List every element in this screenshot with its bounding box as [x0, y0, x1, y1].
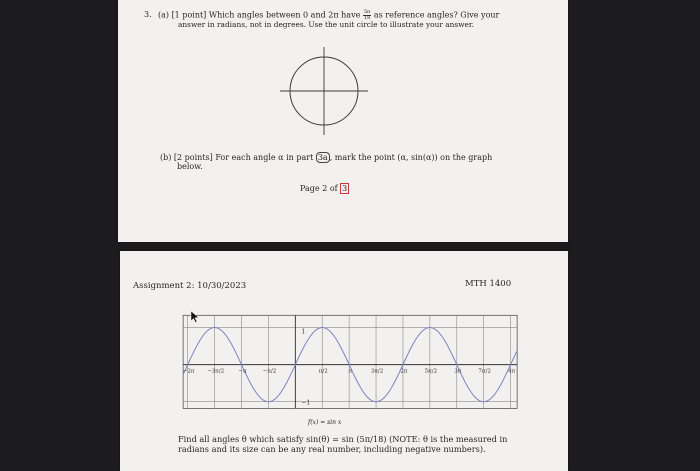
part-a-question-line2: answer in radians, not in degrees. Use the unit circle to illustrate your answer. — [178, 20, 474, 29]
part-a-reference-link[interactable]: 3a — [317, 153, 328, 162]
x-tick-label: −3π/2 — [207, 368, 225, 375]
mouse-cursor-icon — [191, 311, 199, 323]
part-a-label: (a) — [158, 10, 170, 20]
x-tick-label: −2π — [182, 368, 195, 375]
x-tick-label: 2π — [400, 368, 408, 375]
part-b-text-pre: For each angle α in part — [215, 153, 314, 162]
x-tick-label: 3π/2 — [370, 368, 384, 375]
reference-angle-fraction: $\frac{5\pi}{18}$ — [363, 9, 371, 21]
x-tick-label: 4π — [508, 368, 516, 375]
page-total-link[interactable]: 3 — [342, 184, 348, 193]
unit-circle — [277, 44, 371, 138]
worksheet-page-2 — [118, 0, 568, 242]
x-tick-label: −π — [238, 368, 247, 375]
page-number — [300, 184, 349, 194]
part-b-label: (b) — [160, 153, 172, 162]
assignment-header: Assignment 2: 10/30/2023 — [133, 281, 247, 291]
part-a-text-post: as reference angles? Give your — [373, 10, 500, 20]
worksheet-page-3 — [120, 251, 568, 471]
page-number-text: Page 2 of — [300, 184, 338, 193]
part-a-points: [1 point] — [171, 10, 207, 20]
part-b-question-line1 — [160, 153, 492, 163]
part-b-question-line2: below. — [177, 162, 203, 171]
part-a-text-pre: Which angles between 0 and 2π have — [208, 10, 361, 20]
part-b-text-post: , mark the point (α, sin(α)) on the graph — [329, 153, 493, 162]
x-tick-label: −π/2 — [262, 368, 277, 375]
function-caption: f(x) = sin x — [308, 419, 342, 426]
course-header: MTH 1400 — [465, 279, 512, 289]
question-line2: radians and its size can be any real number, including negative numbers). — [178, 444, 486, 454]
x-tick-label: π — [348, 368, 352, 375]
x-tick-label: π/2 — [318, 368, 328, 375]
sine-graph — [178, 309, 518, 411]
x-tick-label: 7π/2 — [478, 368, 491, 375]
x-tick-label: 3π — [454, 368, 462, 375]
x-tick-label: 5π/2 — [424, 368, 438, 375]
graph-border — [183, 315, 517, 408]
question-number: 3. — [144, 10, 152, 19]
y-tick-label: −1 — [301, 399, 311, 407]
part-b-points: [2 points] — [173, 153, 213, 162]
y-tick-label: 1 — [301, 328, 306, 336]
question-line1: Find all angles θ which satisfy sin(θ) = sin (5π/18) (NOTE: θ is the measured in — [178, 434, 508, 444]
